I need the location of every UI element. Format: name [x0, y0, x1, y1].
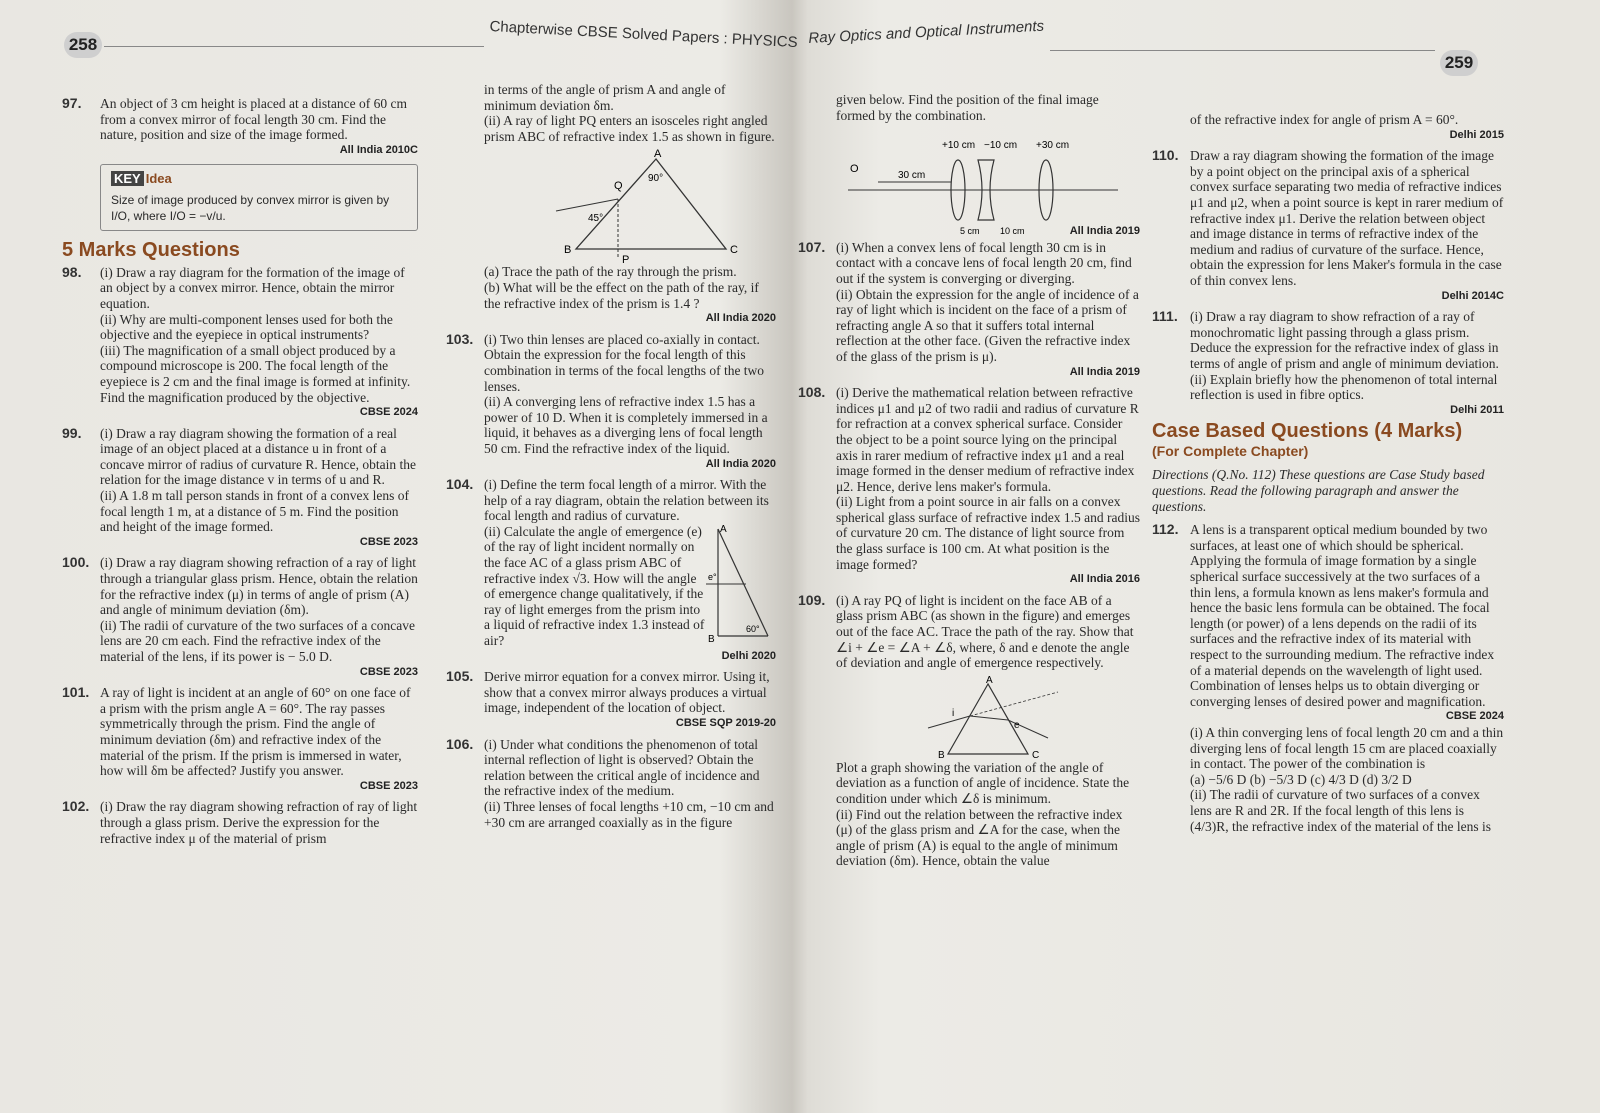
- figure-prism-60deg: [706, 524, 776, 644]
- header-right: Ray Optics and Optical Instruments: [808, 17, 1045, 47]
- directions: Directions (Q.No. 112) These questions are Case Study based questions. Read the following paragraph and answer the questions.: [1152, 467, 1485, 514]
- section-case-based-sub: (For Complete Chapter): [1152, 442, 1309, 459]
- question-102-parts: (a) Trace the path of the ray through the prism. (b) What will be the effect on the path of the ray, if the refractive index of the prism is 1.4 ? All India 2020: [484, 264, 776, 325]
- question-97-source: All India 2010C: [339, 143, 418, 156]
- question-103: 103. (i) Two thin lenses are placed co-axially in contact. Obtain the expression for the focal length of this combination in terms of the focal lengths of the two lenses. (ii) A converging lens of refractive index 1.5 has a power of 10 D. When it is completely immersed in a liquid, it behaves as a diverging lens of focal length 50 cm. Find the refractive index of the liquid. All India 2020: [446, 330, 776, 470]
- question-106: 106. (i) Under what conditions the phenomenon of total internal reflection of light is observed? Obtain the relation between the critical angle of incidence and the refractive index of the medium. (ii) Three lenses of focal lengths +10 cm, −10 cm and +30 cm are arranged coaxially as in the figure: [446, 735, 774, 830]
- key-idea-tag: KEY: [111, 171, 144, 186]
- fig2-angle: 60°: [746, 623, 760, 634]
- figure-three-lenses: [818, 128, 1138, 238]
- question-104: 104. (i) Define the term focal length of a mirror. With the help of a ray diagram, obtain the relation between its focal length and radius of curvature. (ii) Calculate the angle of emergence (e) of the ray of light incident normally on the face AC of a glass prism ABC of refractive index √3. How will the angle of emergence change qualitatively, if the ray of light emerges from the prism into a liquid of refractive index 1.3 instead of air? A B e° 60° Delhi 2020: [446, 476, 776, 662]
- section-5-marks: 5 Marks Questions: [62, 239, 240, 262]
- key-idea-title: KEY Idea: [111, 171, 407, 187]
- question-111: 111. (i) Draw a ray diagram to show refraction of a ray of monochromatic light passing through a glass prism. Deduce the expression for the refractive index of glass in terms of angle of prism and angle of minimum deviation. (ii) Explain briefly how the phenomenon of total internal reflection is used in fibre optics. Delhi 2011: [1152, 308, 1504, 416]
- fig3-source: All India 2019: [1069, 225, 1140, 238]
- header-rule-left: [104, 46, 484, 47]
- fig4-label-C: C: [1032, 749, 1040, 761]
- fig2-label-e: e°: [708, 571, 717, 582]
- question-106-continued: given below. Find the position of the final image formed by the combination.: [836, 92, 1099, 123]
- question-108: 108. (i) Derive the mathematical relation between refractive indices μ1 and μ2 of two radii and radius of curvature R for refraction at a convex spherical surface. Consider the object to be a point source lying on the principal axis in rarer medium of refractive index μ1 and a real image formed in the denser medium of refractive index μ2. Hence, derive lens maker's formula. (ii) Light from a point source in air falls on a convex spherical glass surface of refractive index 1.5 and radius of curvature 20 cm. The distance of light source from the glass surface is 100 cm. At what position is the image formed? All India 2016: [798, 384, 1141, 586]
- fig3-d1: 5 cm: [960, 226, 980, 237]
- fig3-f1: +10 cm: [942, 140, 976, 152]
- question-109-final: of the refractive index for angle of prism A = 60°. Delhi 2015: [1190, 112, 1504, 141]
- fig4-label-i: i: [952, 707, 955, 719]
- fig3-d2: 10 cm: [1000, 226, 1025, 237]
- section-case-based: Case Based Questions (4 Marks): [1152, 420, 1463, 443]
- question-100: 100. (i) Draw a ray diagram showing refraction of a ray of light through a triangular glass prism. Hence, obtain the relation for the refractive index (μ) in terms of angle of prism (A) and angle of minimum deviation (δm). (ii) The radii of curvature of the two surfaces of a concave lens are 20 cm each. Find the refractive index of the material of the lens, if its power is − 5.0 D. CBSE 2023: [62, 554, 418, 678]
- fig1-label-Q: Q: [614, 180, 623, 193]
- question-99: 99. (i) Draw a ray diagram showing the formation of a real image of an object placed at a distance u in front of a concave mirror of radius of curvature R. Hence, obtain the relation for the image distance v in terms of u and R. (ii) A 1.8 m tall person stands in front of a convex lens of focal length 1 m, at a distance of 5 m. Find the position and height of the image formed. CBSE 2023: [62, 424, 418, 548]
- question-105: 105. Derive mirror equation for a convex mirror. Using it, show that a convex mirror always produces a virtual image, independent of the location of object. CBSE SQP 2019-20: [446, 668, 776, 729]
- column-4: [1152, 112, 1504, 839]
- fig1-label-C: C: [730, 244, 738, 257]
- question-109: 109. (i) A ray PQ of light is incident on the face AB of a glass prism ABC (as shown in the figure) and emerges out of the face AC. Trace the path of the ray. Show that ∠i + ∠e = ∠A + ∠δ, where, δ and e denote the angle of deviation and angle of emergence respectively.: [798, 591, 1134, 671]
- figure-prism-right-angled: [536, 148, 738, 267]
- question-97: 97. An object of 3 cm height is placed at a distance of 60 cm from a convex mirror of focal length 30 cm. Find the nature, position and size of the image formed. All India 2010C: [62, 96, 418, 158]
- question-112-ii: (ii) The radii of curvature of two surfaces of a convex lens are R and 2R. If the focal length of this lens is (4/3)R, the refractive index of the material of the lens is: [1190, 787, 1492, 834]
- key-idea-box: [100, 164, 418, 231]
- question-102: 102. (i) Draw the ray diagram showing refraction of ray of light through a glass prism. Derive the expression for the refractive index μ of the material of prism: [62, 798, 418, 846]
- fig4-label-A: A: [986, 674, 993, 686]
- key-idea-text: Size of image produced by convex mirror is given by I/O, where I/O = −v/u.: [111, 192, 390, 223]
- question-107: 107. (i) When a convex lens of focal length 30 cm is in contact with a concave lens of focal length 20 cm, find out if the system is converging or diverging. (ii) Obtain the expression for the angle of incidence of a ray of light which is incident on the face of a prism of refracting angle A so that it suffers total internal reflection at the other face. (Given the refractive index of the glass of the prism is μ). All India 2019: [798, 238, 1140, 378]
- header-left: Chapterwise CBSE Solved Papers : PHYSICS: [489, 18, 799, 52]
- question-112: 112. A lens is a transparent optical medium bounded by two surfaces, at least one of which should be spherical. Applying the formula of image formation by a single spherical surface successively at the two surfaces of a thin lens, a formula known as lens maker's formula and hence the basic lens formula can be obtained. The focal length (or power) of a lens depends on the radii of its surfaces and the refractive index of its material with respect to the surrounding medium. The refractive index of a material depends on the wavelength of light used. Combination of lenses helps us to obtain diverging or converging lenses of desired power and magnification. CBSE 2024 (i) A thin converging lens of focal length 20 cm and a thin diverging lens of focal length 15 cm are placed coaxially in contact. The power of the combination is (a) −5/6 D (b) −5/3 D (c) 4/3 D (d) 3/2 D (ii) The radii of curvature of two surfaces of a convex lens are R and 2R. If the focal length of this lens is (4/3)R, the refractive index of the material of the lens is: [1152, 521, 1504, 834]
- column-2: [446, 82, 776, 835]
- question-102-continued: in terms of the angle of prism A and angle of minimum deviation δm. (ii) A ray of light PQ enters an isosceles right angled prism ABC of refractive index 1.5 as shown in figure.: [484, 82, 775, 144]
- question-101: 101. A ray of light is incident at an angle of 60° on one face of a prism with the prism angle A = 60°. The ray passes symmetrically through the prism. Find the angle of minimum deviation (δm) and refractive index of the material of the prism. If the prism is immersed in water, how will δm be affected? Justify you answer. CBSE 2023: [62, 684, 418, 792]
- fig3-f2: −10 cm: [984, 140, 1018, 152]
- column-3: [798, 92, 1140, 874]
- question-112-i-options: (a) −5/6 D (b) −5/3 D (c) 4/3 D (d) 3/2 D: [1190, 771, 1412, 787]
- question-110: 110. Draw a ray diagram showing the formation of the image by a point object on the principal axis of a spherical convex surface separating two media of refractive indices μ1 and μ2, when a point source is kept in rarer medium of refractive index μ1. Derive the relation between object and image distance in terms of refractive index of the medium and radius of curvature of the surface. Hence, obtain the expression for lens Maker's formula in the case of thin convex lens. Delhi 2014C: [1152, 147, 1504, 302]
- fig1-label-P: P: [622, 254, 630, 267]
- page-number-left: 258: [64, 32, 102, 58]
- fig3-O: O: [850, 163, 859, 176]
- fig2-label-A: A: [720, 523, 727, 535]
- fig1-label-A: A: [654, 148, 662, 161]
- fig1-angle-top: 90°: [648, 173, 664, 185]
- fig4-label-e: e: [1014, 719, 1020, 731]
- question-109-continued: Plot a graph showing the variation of the angle of deviation as a function of angle of incidence. State the condition under which ∠δ is minimum. (ii) Find out the relation between the refractive index (μ) of the glass prism and ∠A for the case, when the angle of prism (A) is equal to the angle of minimum deviation (δm). Hence, obtain the value: [836, 759, 1130, 869]
- figure-prism-deviation: [908, 676, 1068, 760]
- page-number-right: 259: [1440, 50, 1478, 76]
- header-rule-right: [1050, 50, 1435, 51]
- fig1-angle-left: 45°: [588, 213, 604, 225]
- fig3-d0: 30 cm: [898, 170, 926, 182]
- fig1-label-B: B: [564, 244, 572, 257]
- column-1: [62, 96, 418, 851]
- question-98: 98. (i) Draw a ray diagram for the formation of the image of an object by a convex mirror. Hence, obtain the mirror equation. (ii) Why are multi-component lenses used for both the objective and the eyepiece in optical instruments? (iii) The magnification of a small object produced by a compound microscope is 200. The focal length of the eyepiece is 2 cm and the final image is formed at infinity. Find the magnification produced by the objective. CBSE 2024: [62, 263, 418, 419]
- question-112-i: (i) A thin converging lens of focal length 20 cm and a thin diverging lens of focal length 15 cm are placed coaxially in contact. The power of the combination is: [1190, 724, 1504, 772]
- fig4-label-B: B: [938, 749, 945, 761]
- fig3-f3: +30 cm: [1036, 140, 1070, 152]
- question-97-text: An object of 3 cm height is placed at a distance of 60 cm from a convex mirror of focal length 30 cm. Find the nature, position and size of the image formed.: [100, 96, 408, 143]
- fig2-label-B: B: [708, 633, 715, 645]
